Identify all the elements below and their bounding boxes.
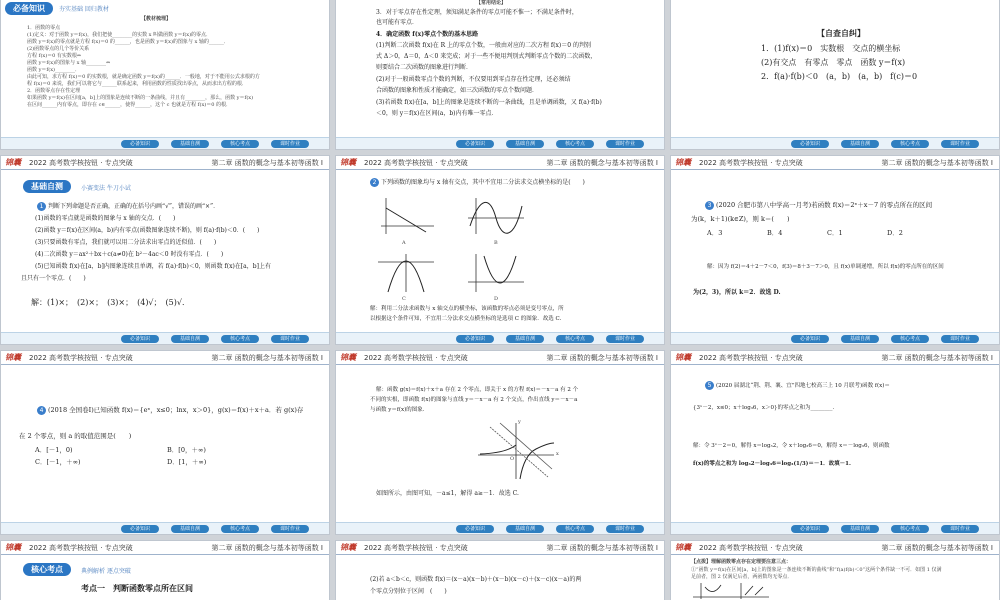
option[interactable]: C．1 (827, 229, 843, 237)
line: (1)定义：对于函数 y＝f(x)，我们把使________的实数 x 叫做函数 y＝f(x)的零点． (27, 32, 212, 38)
line: ①“函数 y＝f(x)在区间[a，b]上的图象是一条连续不断的曲线”和“f(a)f(b)＜0”这两个条件缺一不可．如图 1 仅满 (691, 567, 942, 573)
option[interactable]: B．4 (767, 229, 783, 237)
axis-x: x (556, 451, 559, 457)
logo: 锦囊 (340, 158, 356, 167)
nav-button[interactable]: 核心考点 (556, 140, 594, 148)
solution-graph (476, 421, 556, 481)
solution-line: 解：因为 f(2)＝4＋2－7＜0，f(3)＝8＋3－7＞0，且 f(x)单调递增，所以 f(x)的零点所在的区间 (707, 264, 944, 270)
slide-header (1, 156, 329, 170)
nav-button[interactable]: 基础自测 (506, 140, 544, 148)
section-subtitle: 典例解析 逐点突破 (81, 568, 131, 575)
slide-7[interactable] (0, 350, 330, 535)
slide-header (336, 541, 664, 555)
line: 函数 y＝f(x)________． (27, 67, 80, 73)
nav-button[interactable]: 课时作业 (271, 335, 309, 343)
footer-nav (336, 522, 664, 534)
slide-heading: 【教材梳理】 (141, 16, 172, 22)
line: 式 Δ＞0，Δ＝0，Δ＜0 来完成；对于一些不便用判别式判断零点个数的二次函数， (376, 53, 597, 60)
figure-sketch (691, 583, 771, 599)
logo: 锦囊 (675, 158, 691, 167)
footer-nav (1, 137, 329, 149)
slide-3[interactable] (670, 0, 1000, 150)
slide-10[interactable] (0, 540, 330, 600)
line: 如果函数 y＝f(x)在区间[a，b]上的图象是连续不断的一条曲线，并且有________，那么，函数 y＝f(x) (27, 95, 254, 101)
course-title: 2022 高考数学核按钮 · 专点突破 (364, 159, 468, 167)
graph-a (376, 196, 436, 236)
footer-nav (671, 332, 999, 344)
nav-button[interactable]: 核心考点 (221, 335, 259, 343)
option[interactable]: A．3 (707, 229, 723, 237)
section-badge: 必备知识 (5, 2, 53, 15)
nav-button[interactable]: 课时作业 (271, 525, 309, 533)
chapter-title: 第二章 函数的概念与基本初等函数 Ⅰ (881, 354, 993, 362)
graph-c (376, 252, 436, 294)
graph-label: A (402, 240, 406, 246)
line: (2)有交点 有零点 零点 函数 y＝f(x) (761, 58, 906, 67)
nav-button[interactable]: 课时作业 (271, 140, 309, 148)
slide-header (1, 351, 329, 365)
chapter-title: 第二章 函数的概念与基本初等函数 Ⅰ (881, 159, 993, 167)
nav-button[interactable]: 课时作业 (941, 140, 979, 148)
section-badge: 基础自测 (23, 180, 71, 193)
slide-2[interactable] (335, 0, 665, 150)
slide-1[interactable] (0, 0, 330, 150)
line: 则要结合二次函数的图象进行判断． (376, 64, 473, 71)
question-line: 1 判断下列命题是否正确，正确的在括号内画“√”，错误的画“×”． (37, 202, 219, 212)
slide-12[interactable] (670, 540, 1000, 600)
line: 函数 y＝f(x)的图象与 x 轴________⇔ (27, 60, 111, 66)
nav-button[interactable]: 必备知识 (791, 335, 829, 343)
footer-nav (1, 332, 329, 344)
slide-heading: 【自查自纠】 (817, 28, 865, 38)
nav-button[interactable]: 必备知识 (791, 140, 829, 148)
axis-origin: O (510, 456, 515, 462)
slide-9[interactable] (670, 350, 1000, 535)
solution-line: 与函数 y＝f(x)的图象． (370, 407, 429, 413)
course-title: 2022 高考数学核按钮 · 专点突破 (364, 354, 468, 362)
section-subtitle: 小赛变法 牛刀小试 (81, 185, 131, 192)
logo: 锦囊 (340, 543, 356, 552)
option[interactable]: C．[－1，＋∞) (35, 458, 81, 466)
line: 足前者，图 2 仅满足后者，两函数均无零点． (691, 574, 793, 580)
graph-label: D (494, 296, 499, 302)
slide-5[interactable] (335, 155, 665, 345)
course-title: 2022 高考数学核按钮 · 专点突破 (699, 544, 803, 552)
line: {3ˣ－2，x≤0；x＋log₃6，x＞0}的零点之和为________． (693, 405, 839, 411)
solution-line: 不同的实根，即函数 f(x)的图象与直线 y＝－x－a 有 2 个交点，作出直线 y＝－x－a (370, 397, 578, 403)
line: (3)若函数 f(x)在[a，b]上的图象是连续不断的一条曲线，且是单调函数，又 f(a)·f(b) (376, 99, 602, 106)
line: (1)函数的零点就是函数的图象与 x 轴的交点．( ) (35, 215, 176, 222)
logo: 锦囊 (5, 353, 21, 362)
footer-nav (1, 522, 329, 534)
line: (2)对于一般函数零点个数的判断，不仅要用到零点存在性定理，还必须结 (376, 76, 571, 83)
chapter-title: 第二章 函数的概念与基本初等函数 Ⅰ (211, 354, 323, 362)
nav-button[interactable]: 必备知识 (456, 140, 494, 148)
solution-line: 以根据这个条件可知，不宜用二分法求交点横坐标的是选项 C 的图象．故选 C. (370, 316, 562, 322)
question-line: 3 (2020 合肥市第八中学高一月考)若函数 f(x)＝2ˣ＋x－7 的零点所在的区间 (705, 200, 932, 210)
section-badge: 核心考点 (23, 563, 71, 576)
nav-button[interactable]: 基础自测 (841, 525, 879, 533)
answer: 解：(1)×； (2)×； (3)×； (4)√； (5)√． (31, 298, 190, 307)
axis-y: y (518, 419, 521, 425)
slide-heading: 【常用结论】 (476, 0, 507, 6)
option[interactable]: B．[0，＋∞) (167, 446, 206, 454)
solution-line: 为(2，3)，所以 k＝2．故选 D. (693, 289, 781, 296)
slide-11[interactable] (335, 540, 665, 600)
nav-button[interactable]: 必备知识 (456, 525, 494, 533)
nav-button[interactable]: 基础自测 (841, 335, 879, 343)
graph-d (466, 252, 526, 294)
nav-button[interactable]: 必备知识 (121, 140, 159, 148)
line: 也可能有零点． (376, 19, 419, 26)
solution-line: f(x)的零点之和为 log₃2－log₃6＝log₃(1/3)＝－1．故填－1. (693, 461, 851, 467)
line: (5)已知函数 f(x)在[a，b]内图象连续且单调，若 f(a)·f(b)＜0，则函数 f(x)在[a，b]上有 (35, 263, 271, 270)
line: 在区间______内有零点，即存在 c∈______，使得______，这个 c 也就是方程 f(x)＝0 的根． (27, 102, 232, 108)
nav-button[interactable]: 必备知识 (456, 335, 494, 343)
logo: 锦囊 (5, 158, 21, 167)
line: (2)若 a＜b＜c，则函数 f(x)＝(x－a)(x－b)＋(x－b)(x－c)＋(x－c)(x－a)的两 (370, 576, 582, 583)
nav-button[interactable]: 课时作业 (941, 525, 979, 533)
line: 4．确定函数 f(x)零点个数的基本思路 (376, 31, 479, 38)
chapter-title: 第二章 函数的概念与基本初等函数 Ⅰ (211, 544, 323, 552)
line: 方程 f(x)＝0 有实数根⇔ (27, 53, 82, 59)
slide-header (1, 541, 329, 555)
graph-label: B (494, 240, 498, 246)
nav-button[interactable]: 基础自测 (171, 140, 209, 148)
nav-button[interactable]: 核心考点 (891, 335, 929, 343)
conclusion: 如图所示，由图可知，－a≤1，解得 a≥－1．故选 C. (376, 490, 519, 497)
nav-button[interactable]: 必备知识 (121, 335, 159, 343)
option[interactable]: D．2 (887, 229, 903, 237)
line: 2．f(a)·f(b)＜0 (a，b) (a，b) f(c)＝0 (761, 72, 918, 81)
chapter-title: 第二章 函数的概念与基本初等函数 Ⅰ (546, 159, 658, 167)
line: 为(k，k＋1)(k∈Z)，则 k＝( ) (691, 215, 790, 223)
nav-button[interactable]: 核心考点 (556, 335, 594, 343)
chapter-title: 第二章 函数的概念与基本初等函数 Ⅰ (211, 159, 323, 167)
line: (2)函数零点的几个等价关系 (27, 46, 90, 52)
nav-button[interactable]: 必备知识 (121, 525, 159, 533)
option[interactable]: D．[1，＋∞) (167, 458, 207, 466)
footer-nav (671, 137, 999, 149)
line: 【点拨】理解函数零点存在定理要注意三点： (691, 559, 792, 565)
course-title: 2022 高考数学核按钮 · 专点突破 (29, 354, 133, 362)
course-title: 2022 高考数学核按钮 · 专点突破 (29, 159, 133, 167)
nav-button[interactable]: 基础自测 (841, 140, 879, 148)
line: (3)只要函数有零点，我们就可以用二分法求出零点的近似值．( ) (35, 239, 217, 246)
question-line: 2 下列函数的图象均与 x 轴有交点，其中不宜用二分法求交点横坐标的是( ) (370, 178, 585, 188)
slide-header (671, 541, 999, 555)
line: 1．函数的零点 (27, 25, 61, 31)
logo: 锦囊 (675, 543, 691, 552)
footer-nav (336, 332, 664, 344)
line: 3．对于零点存在性定理，须知满足条件的零点可能不惟一；不满足条件时， (376, 9, 578, 16)
line: 程 f(x)＝0 来说，我们可以将它与______联系起来，利用函数的性质找出零点，从而求出方程的根． (27, 81, 247, 87)
logo: 锦囊 (675, 353, 691, 362)
slide-header (336, 156, 664, 170)
logo: 锦囊 (340, 353, 356, 362)
nav-button[interactable]: 课时作业 (606, 525, 644, 533)
nav-button[interactable]: 必备知识 (791, 525, 829, 533)
option[interactable]: A．[－1，0) (35, 446, 73, 454)
line: 个零点分别位于区间 ( ) (370, 588, 447, 595)
line: (4)二次函数 y＝ax²＋bx＋c(a≠0)在 b²－4ac＜0 时没有零点．( ) (35, 251, 224, 258)
line: 由此可知，求方程 f(x)＝0 的实数根，就是确定函数 y＝f(x)的______．一般地，对于不能用公式求根的方 (27, 74, 260, 80)
line: (1)判断二次函数 f(x)在 R 上的零点个数，一般由对应的二次方程 f(x)＝0 的判别 (376, 42, 591, 49)
nav-button[interactable]: 课时作业 (606, 140, 644, 148)
line: 2．函数零点存在性定理 (27, 88, 81, 94)
slide-8[interactable] (335, 350, 665, 535)
line: (2)函数 y＝f(x)在区间(a，b)内有零点(函数图象连续不断)，则 f(a)·f(b)＜0．( ) (35, 227, 260, 234)
nav-button[interactable]: 核心考点 (556, 525, 594, 533)
slide-header (671, 351, 999, 365)
slide-6[interactable] (670, 155, 1000, 345)
nav-button[interactable]: 核心考点 (221, 525, 259, 533)
line: 1．(1)f(x)＝0 实数根 交点的横坐标 (761, 44, 901, 53)
course-title: 2022 高考数学核按钮 · 专点突破 (29, 544, 133, 552)
course-title: 2022 高考数学核按钮 · 专点突破 (699, 159, 803, 167)
line: 函数 y＝f(x)的零点就是方程 f(x)＝0 的______，也是函数 y＝f(x)的图象与 x 轴的______． (27, 39, 229, 45)
line: 在 2 个零点，则 a 的取值范围是( ) (19, 432, 132, 440)
chapter-title: 第二章 函数的概念与基本初等函数 Ⅰ (546, 354, 658, 362)
topic-heading: 考点一 判断函数零点所在区间 (81, 583, 193, 593)
nav-button[interactable]: 基础自测 (171, 335, 209, 343)
nav-button[interactable]: 基础自测 (506, 335, 544, 343)
question-line: 4 (2018 全国卷Ⅰ)已知函数 f(x)＝{eˣ，x≤0；lnx，x＞0}，g(x)＝f(x)＋x＋a．若 g(x)存 (37, 405, 303, 415)
nav-button[interactable]: 课时作业 (606, 335, 644, 343)
chapter-title: 第二章 函数的概念与基本初等函数 Ⅰ (546, 544, 658, 552)
graph-label: C (402, 296, 406, 302)
line: 且只有一个零点．( ) (21, 275, 86, 282)
slide-4[interactable] (0, 155, 330, 345)
graph-b (466, 196, 526, 236)
solution-line: 解：函数 g(x)＝f(x)＋x＋a 存在 2 个零点，即关于 x 的方程 f(x)＝－x－a 有 2 个 (376, 387, 579, 393)
nav-button[interactable]: 基础自测 (506, 525, 544, 533)
nav-button[interactable]: 基础自测 (171, 525, 209, 533)
line: 合函数的图象和性质才能确定，如三次函数的零点个数问题． (376, 87, 539, 94)
footer-nav (671, 522, 999, 534)
chapter-title: 第二章 函数的概念与基本初等函数 Ⅰ (881, 544, 993, 552)
course-title: 2022 高考数学核按钮 · 专点突破 (364, 544, 468, 552)
slide-header (671, 156, 999, 170)
nav-button[interactable]: 核心考点 (891, 525, 929, 533)
slide-header (336, 351, 664, 365)
footer-nav (336, 137, 664, 149)
solution-line: 解：令 3ˣ－2＝0，解得 x＝log₃2，令 x＋log₃6＝0，解得 x＝－log₃6，则函数 (693, 443, 890, 449)
solution-line: 解：利用二分法求函数与 x 轴交点的横坐标，该函数的零点必须是变号零点，所 (370, 306, 564, 312)
nav-button[interactable]: 课时作业 (941, 335, 979, 343)
section-subtitle: 夯实基础 回归教材 (59, 6, 109, 13)
nav-button[interactable]: 核心考点 (891, 140, 929, 148)
question-line: 5 (2020 届湖北“荆、荆、襄、宜”四地七校高三上 10 月联考)函数 f(x)＝ (705, 381, 890, 391)
nav-button[interactable]: 核心考点 (221, 140, 259, 148)
logo: 锦囊 (5, 543, 21, 552)
course-title: 2022 高考数学核按钮 · 专点突破 (699, 354, 803, 362)
line: ＜0，则 y＝f(x)在区间(a，b)内有唯一零点． (376, 110, 498, 117)
